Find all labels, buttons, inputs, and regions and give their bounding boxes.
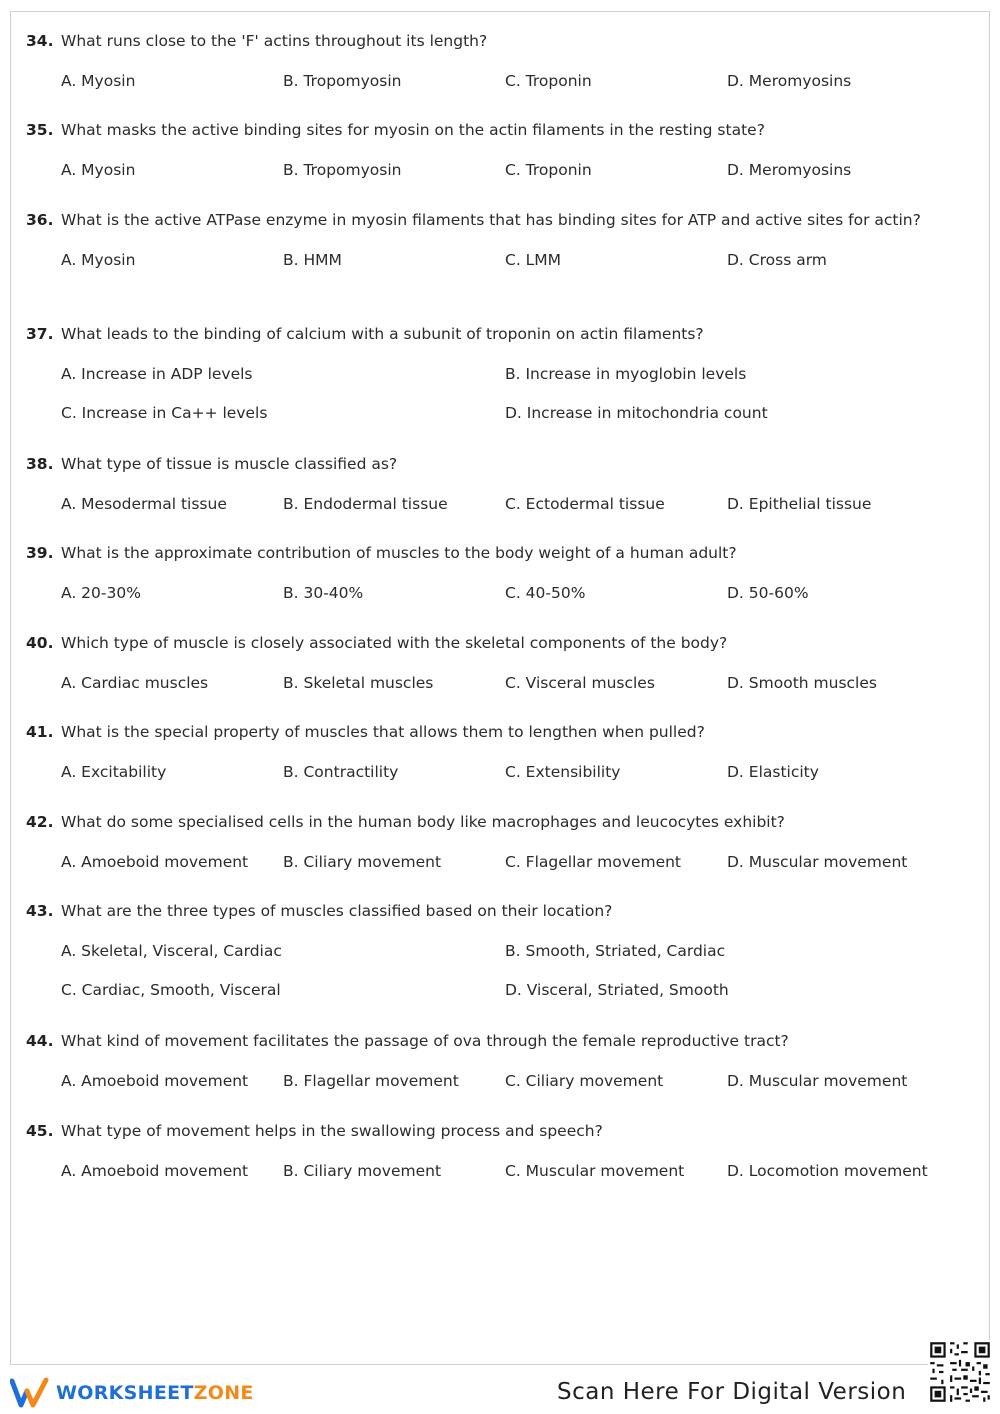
option-b[interactable]: B. HMM	[283, 251, 342, 269]
logo-text-worksheet: WORKSHEET	[56, 1382, 194, 1404]
question-text: Which type of muscle is closely associated with the skeletal components of the body?	[61, 634, 728, 652]
option-d[interactable]: D. Increase in mitochondria count	[505, 404, 768, 422]
scan-here-text: Scan Here For Digital Version	[557, 1379, 907, 1405]
option-c[interactable]: C. Ectodermal tissue	[505, 495, 665, 513]
option-a[interactable]: A. Myosin	[61, 161, 136, 179]
question-text: What type of tissue is muscle classified as?	[61, 455, 398, 473]
qr-code-icon[interactable]	[928, 1340, 992, 1404]
question-41	[26, 720, 966, 785]
question-number: 34.	[26, 32, 54, 50]
question-number: 40.	[26, 634, 54, 652]
option-c[interactable]: C. LMM	[505, 251, 562, 269]
option-a[interactable]: A. Myosin	[61, 251, 136, 269]
question-38	[26, 452, 966, 517]
option-d[interactable]: D. Locomotion movement	[727, 1162, 928, 1180]
option-b[interactable]: B. Smooth, Striated, Cardiac	[505, 942, 726, 960]
question-36	[26, 208, 966, 273]
option-d[interactable]: D. Cross arm	[727, 251, 827, 269]
option-b[interactable]: B. Ciliary movement	[283, 1162, 442, 1180]
option-b[interactable]: B. Tropomyosin	[283, 72, 402, 90]
question-number: 38.	[26, 455, 54, 473]
question-34	[26, 29, 966, 94]
option-d[interactable]: D. Elasticity	[727, 763, 819, 781]
option-c[interactable]: C. 40-50%	[505, 584, 586, 602]
option-c[interactable]: C. Extensibility	[505, 763, 621, 781]
option-b[interactable]: B. Endodermal tissue	[283, 495, 448, 513]
option-c[interactable]: C. Ciliary movement	[505, 1072, 664, 1090]
question-43	[26, 899, 966, 1003]
question-text: What is the special property of muscles that allows them to lengthen when pulled?	[61, 723, 705, 741]
question-42	[26, 810, 966, 875]
option-a[interactable]: A. Cardiac muscles	[61, 674, 209, 692]
question-text: What runs close to the 'F' actins throughout its length?	[61, 32, 488, 50]
option-a[interactable]: A. Mesodermal tissue	[61, 495, 227, 513]
option-d[interactable]: D. Epithelial tissue	[727, 495, 872, 513]
question-text: What kind of movement facilitates the passage of ova through the female reproductive tract?	[61, 1032, 789, 1050]
option-b[interactable]: B. Skeletal muscles	[283, 674, 434, 692]
question-text: What do some specialised cells in the human body like macrophages and leucocytes exhibit?	[61, 813, 785, 831]
logo-w-icon	[10, 1377, 50, 1409]
option-b[interactable]: B. Tropomyosin	[283, 161, 402, 179]
footer	[0, 1366, 1000, 1414]
question-number: 45.	[26, 1122, 54, 1140]
question-text: What is the active ATPase enzyme in myosin filaments that has binding sites for ATP and active sites for actin?	[61, 211, 921, 229]
question-number: 37.	[26, 325, 54, 343]
option-c[interactable]: C. Visceral muscles	[505, 674, 655, 692]
question-number: 41.	[26, 723, 54, 741]
option-a[interactable]: A. Skeletal, Visceral, Cardiac	[61, 942, 282, 960]
option-a[interactable]: A. Excitability	[61, 763, 167, 781]
question-44	[26, 1029, 966, 1094]
option-d[interactable]: D. Smooth muscles	[727, 674, 877, 692]
question-text: What leads to the binding of calcium with a subunit of troponin on actin filaments?	[61, 325, 704, 343]
option-c[interactable]: C. Troponin	[505, 72, 592, 90]
question-number: 44.	[26, 1032, 54, 1050]
question-number: 43.	[26, 902, 54, 920]
question-40	[26, 631, 966, 696]
question-text: What type of movement helps in the swallowing process and speech?	[61, 1122, 603, 1140]
question-text: What is the approximate contribution of muscles to the body weight of a human adult?	[61, 544, 737, 562]
option-b[interactable]: B. 30-40%	[283, 584, 364, 602]
logo-text-zone: ZONE	[193, 1382, 254, 1404]
option-d[interactable]: D. Visceral, Striated, Smooth	[505, 981, 729, 999]
option-b[interactable]: B. Ciliary movement	[283, 853, 442, 871]
logo-text	[56, 1382, 254, 1404]
option-d[interactable]: D. Meromyosins	[727, 161, 852, 179]
option-d[interactable]: D. Muscular movement	[727, 853, 908, 871]
question-number: 42.	[26, 813, 54, 831]
option-a[interactable]: A. Amoeboid movement	[61, 1162, 249, 1180]
question-35	[26, 118, 966, 183]
question-text: What are the three types of muscles classified based on their location?	[61, 902, 613, 920]
option-c[interactable]: C. Increase in Ca++ levels	[61, 404, 268, 422]
question-number: 36.	[26, 211, 54, 229]
option-b[interactable]: B. Contractility	[283, 763, 399, 781]
option-a[interactable]: A. Amoeboid movement	[61, 1072, 249, 1090]
option-d[interactable]: D. Meromyosins	[727, 72, 852, 90]
option-a[interactable]: A. Increase in ADP levels	[61, 365, 253, 383]
question-39	[26, 541, 966, 606]
option-d[interactable]: D. Muscular movement	[727, 1072, 908, 1090]
option-d[interactable]: D. 50-60%	[727, 584, 809, 602]
option-a[interactable]: A. Myosin	[61, 72, 136, 90]
option-c[interactable]: C. Troponin	[505, 161, 592, 179]
question-number: 35.	[26, 121, 54, 139]
option-b[interactable]: B. Flagellar movement	[283, 1072, 459, 1090]
worksheet-zone-logo[interactable]	[10, 1377, 254, 1409]
question-37	[26, 322, 966, 426]
option-b[interactable]: B. Increase in myoglobin levels	[505, 365, 747, 383]
question-45	[26, 1119, 966, 1184]
option-a[interactable]: A. Amoeboid movement	[61, 853, 249, 871]
question-number: 39.	[26, 544, 54, 562]
option-c[interactable]: C. Muscular movement	[505, 1162, 685, 1180]
option-c[interactable]: C. Cardiac, Smooth, Visceral	[61, 981, 281, 999]
option-c[interactable]: C. Flagellar movement	[505, 853, 682, 871]
option-a[interactable]: A. 20-30%	[61, 584, 141, 602]
question-text: What masks the active binding sites for myosin on the actin filaments in the resting state?	[61, 121, 765, 139]
